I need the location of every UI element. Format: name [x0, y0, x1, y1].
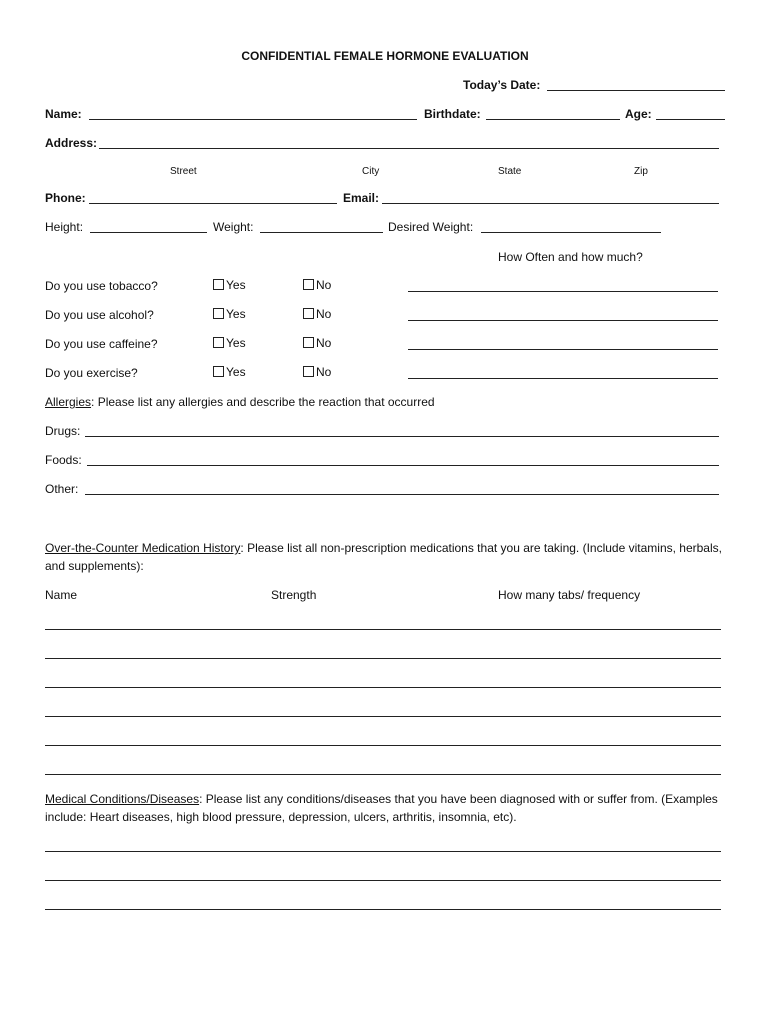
yes-label: Yes [226, 307, 246, 321]
desired-weight-label: Desired Weight: [388, 220, 474, 234]
phone-field[interactable] [89, 203, 337, 204]
address-field[interactable] [99, 148, 719, 149]
address-label: Address: [45, 136, 98, 150]
alcohol-frequency-field[interactable] [408, 320, 718, 321]
exercise-no-checkbox[interactable] [303, 364, 331, 380]
alcohol-yes-checkbox[interactable] [213, 306, 246, 322]
otc-heading: Over-the-Counter Medication History [45, 541, 241, 555]
yes-label: Yes [226, 336, 246, 350]
otc-col-name: Name [45, 588, 78, 602]
no-label: No [316, 307, 332, 321]
foods-label: Foods: [45, 453, 82, 467]
alcohol-no-checkbox[interactable] [303, 306, 331, 322]
todays-date-label: Today’s Date: [463, 78, 541, 92]
other-label: Other: [45, 482, 79, 496]
checkbox-icon [213, 279, 224, 290]
checkbox-icon [303, 308, 314, 319]
exercise-yes-checkbox[interactable] [213, 364, 246, 380]
otc-col-frequency: How many tabs/ frequency [498, 588, 641, 602]
yes-label: Yes [226, 365, 246, 379]
caffeine-frequency-field[interactable] [408, 349, 718, 350]
frequency-header: How Often and how much? [498, 250, 643, 264]
conditions-text: : Please list any conditions/diseases that you have been diagnosed with or suffer from. (Examples include: Heart diseases, high blood pressure, depression, ulcers, arthritis, insomnia, etc). [45, 792, 718, 824]
checkbox-icon [213, 308, 224, 319]
age-label: Age: [625, 107, 652, 121]
conditions-entry-line[interactable] [45, 851, 721, 852]
otc-entry-line[interactable] [45, 745, 721, 746]
tobacco-frequency-field[interactable] [408, 291, 718, 292]
conditions-heading: Medical Conditions/Diseases [45, 792, 200, 806]
otc-instruction [45, 539, 735, 575]
address-street-label: Street [170, 166, 197, 177]
otc-entry-line[interactable] [45, 629, 721, 630]
phone-label: Phone: [45, 191, 86, 205]
checkbox-icon [303, 279, 314, 290]
birthdate-field[interactable] [486, 119, 620, 120]
other-field[interactable] [85, 494, 719, 495]
address-zip-label: Zip [634, 166, 648, 177]
checkbox-icon [303, 337, 314, 348]
otc-entry-line[interactable] [45, 658, 721, 659]
question-tobacco: Do you use tobacco? [45, 279, 158, 293]
desired-weight-field[interactable] [481, 232, 661, 233]
allergies-instruction [45, 394, 435, 410]
question-alcohol: Do you use alcohol? [45, 308, 154, 322]
caffeine-yes-checkbox[interactable] [213, 335, 246, 351]
tobacco-no-checkbox[interactable] [303, 277, 331, 293]
drugs-label: Drugs: [45, 424, 81, 438]
todays-date-field[interactable] [547, 90, 725, 91]
otc-entry-line[interactable] [45, 716, 721, 717]
allergies-heading: Allergies [45, 395, 92, 409]
yes-label: Yes [226, 278, 246, 292]
checkbox-icon [303, 366, 314, 377]
address-city-label: City [362, 166, 380, 177]
question-exercise: Do you exercise? [45, 366, 138, 380]
drugs-field[interactable] [85, 436, 719, 437]
age-field[interactable] [656, 119, 725, 120]
checkbox-icon [213, 337, 224, 348]
conditions-instruction [45, 790, 735, 826]
weight-field[interactable] [260, 232, 383, 233]
no-label: No [316, 336, 332, 350]
name-field[interactable] [89, 119, 417, 120]
otc-entry-line[interactable] [45, 687, 721, 688]
conditions-entry-line[interactable] [45, 880, 721, 881]
tobacco-yes-checkbox[interactable] [213, 277, 246, 293]
allergies-text: : Please list any allergies and describe the reaction that occurred [91, 395, 435, 409]
address-state-label: State [498, 166, 522, 177]
height-label: Height: [45, 220, 84, 234]
height-field[interactable] [90, 232, 207, 233]
weight-label: Weight: [213, 220, 254, 234]
foods-field[interactable] [87, 465, 719, 466]
otc-text: : Please list all non-prescription medications that you are taking. (Include vitamins, herbals, and supplements): [45, 541, 722, 573]
conditions-entry-line[interactable] [45, 909, 721, 910]
form-title: CONFIDENTIAL FEMALE HORMONE EVALUATION [241, 49, 529, 63]
birthdate-label: Birthdate: [424, 107, 481, 121]
checkbox-icon [213, 366, 224, 377]
no-label: No [316, 365, 332, 379]
exercise-frequency-field[interactable] [408, 378, 718, 379]
email-field[interactable] [382, 203, 719, 204]
otc-col-strength: Strength [271, 588, 317, 602]
otc-entry-line[interactable] [45, 774, 721, 775]
name-label: Name: [45, 107, 82, 121]
caffeine-no-checkbox[interactable] [303, 335, 331, 351]
email-label: Email: [343, 191, 380, 205]
no-label: No [316, 278, 332, 292]
question-caffeine: Do you use caffeine? [45, 337, 158, 351]
